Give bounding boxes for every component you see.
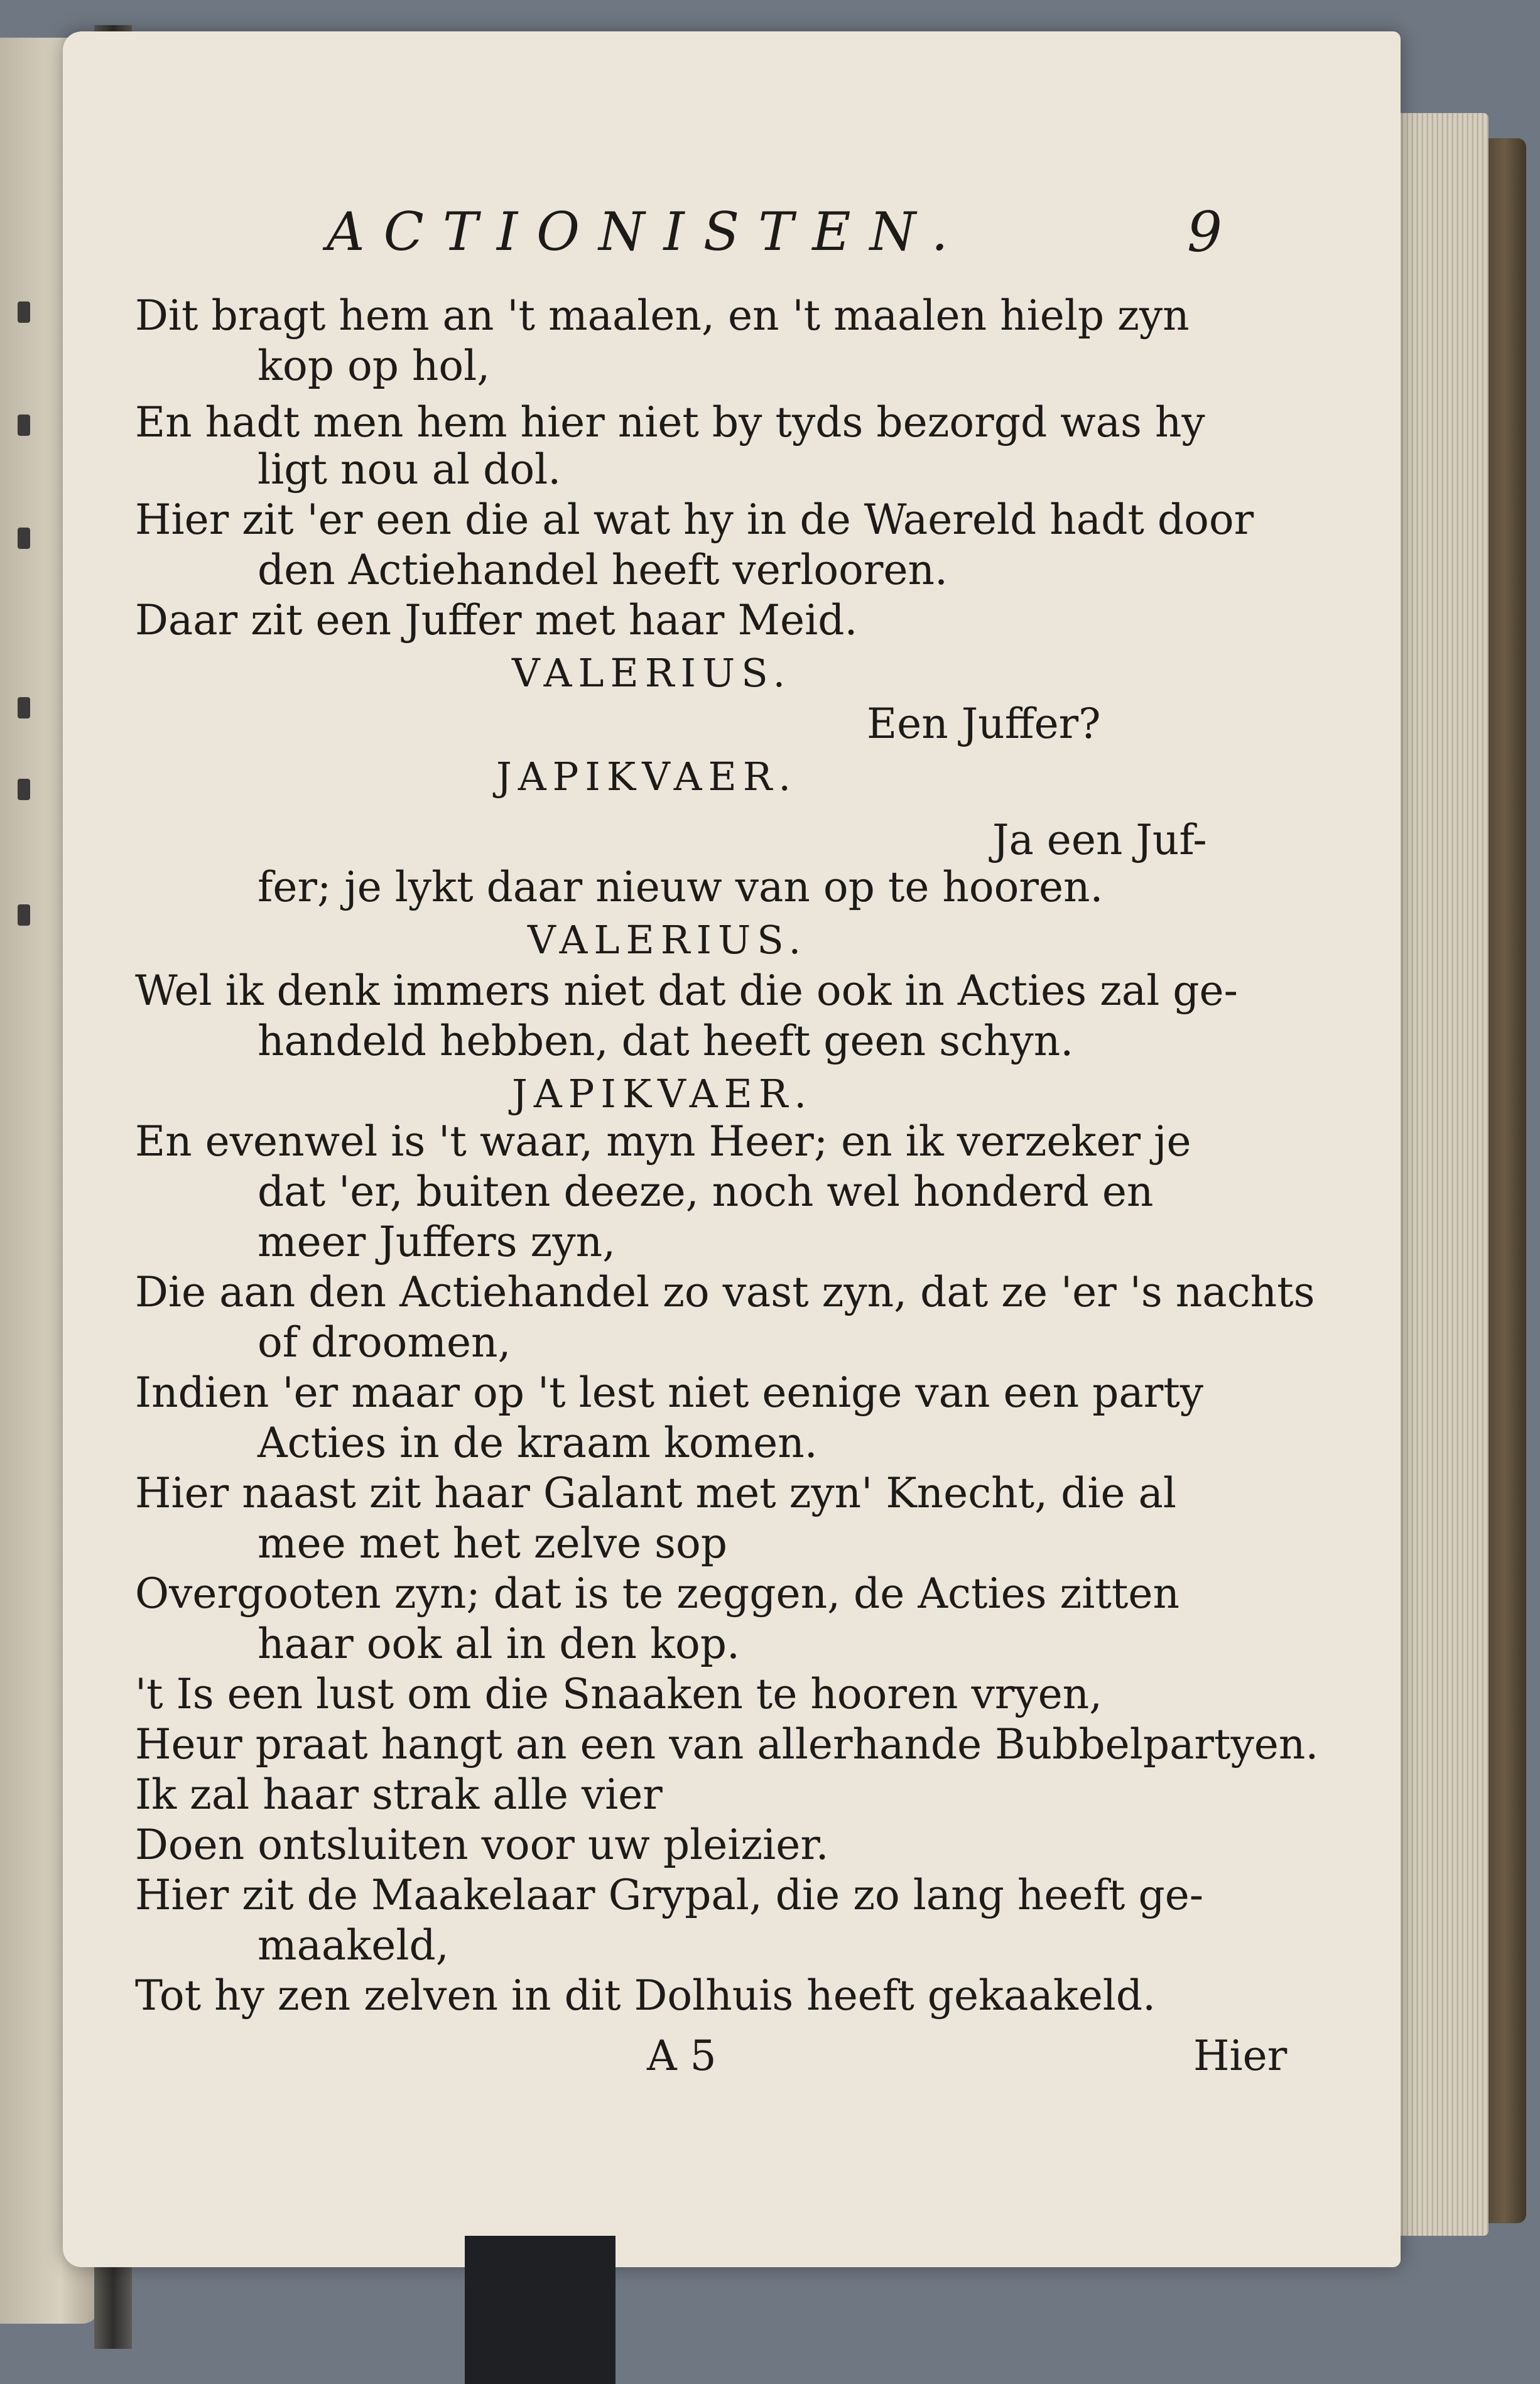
text-line: haar ook al in den kop.: [258, 1620, 740, 1668]
text-line: meer Juffers zyn,: [258, 1218, 616, 1266]
signature-mark: A 5: [647, 2032, 717, 2080]
speech-line: Ja een Juf-: [992, 816, 1207, 864]
speaker-name: VALERIUS.: [512, 650, 792, 696]
text-line: Hier zit de Maakelaar Grypal, die zo lang heeft ge-: [135, 1871, 1204, 1919]
margin-mark: [18, 904, 30, 926]
speech-line: handeld hebben, dat heeft geen schyn.: [258, 1017, 1074, 1065]
speech-line: Een Juffer?: [867, 700, 1101, 748]
text-line: ligt nou al dol.: [258, 445, 561, 494]
text-line: Doen ontsluiten voor uw pleizier.: [135, 1821, 829, 1869]
page-number: 9: [1187, 200, 1222, 264]
text-line: En hadt men hem hier niet by tyds bezorgd was hy: [135, 398, 1205, 447]
printed-page: [63, 31, 1401, 2267]
text-line: 't Is een lust om die Snaaken te hooren vryen,: [135, 1670, 1103, 1718]
text-line: Overgooten zyn; dat is te zeggen, de Acties zitten: [135, 1569, 1179, 1618]
margin-mark: [18, 414, 30, 436]
catchword: Hier: [1193, 2032, 1288, 2080]
text-line: Die aan den Actiehandel zo vast zyn, dat ze 'er 's nachts: [135, 1268, 1315, 1316]
speaker-name: JAPIKVAER.: [512, 1071, 813, 1117]
text-line: Indien 'er maar op 't lest niet eenige van een party: [135, 1368, 1204, 1417]
margin-mark: [18, 779, 30, 800]
text-line: kop op hol,: [258, 342, 491, 390]
running-head: ACTIONISTEN.: [327, 201, 967, 263]
margin-mark: [18, 697, 30, 718]
margin-mark: [18, 528, 30, 549]
margin-mark: [18, 301, 30, 323]
text-line: Acties in de kraam komen.: [258, 1419, 818, 1467]
text-line: of droomen,: [258, 1318, 511, 1367]
text-line: En evenwel is 't waar, myn Heer; en ik verzeker je: [135, 1117, 1191, 1166]
book-cover-edge: [1482, 138, 1526, 2223]
speaker-name: JAPIKVAER.: [496, 754, 798, 799]
text-line: Daar zit een Juffer met haar Meid.: [135, 596, 858, 644]
text-line: den Actiehandel heeft verlooren.: [258, 546, 948, 594]
speech-line: fer; je lykt daar nieuw van op te hooren.: [258, 863, 1103, 911]
text-line: mee met het zelve sop: [258, 1519, 728, 1568]
page-text: [63, 31, 1401, 2267]
text-line: Dit bragt hem an 't maalen, en 't maalen hielp zyn: [135, 291, 1190, 340]
speech-line: Wel ik denk immers niet dat die ook in Acties zal ge-: [135, 967, 1238, 1015]
text-line: Heur praat hangt an een van allerhande Bubbelpartyen.: [135, 1720, 1319, 1769]
page-edges: [1388, 113, 1488, 2236]
text-line: Tot hy zen zelven in dit Dolhuis heeft gekaakeld.: [135, 1971, 1156, 2020]
bookmark-strip: [465, 2236, 615, 2384]
text-line: maakeld,: [258, 1921, 449, 1970]
speaker-name: VALERIUS.: [528, 917, 808, 963]
text-line: Hier naast zit haar Galant met zyn' Knecht, die al: [135, 1469, 1176, 1517]
text-line: Ik zal haar strak alle vier: [135, 1770, 663, 1819]
text-line: dat 'er, buiten deeze, noch wel honderd en: [258, 1168, 1154, 1216]
text-line: Hier zit 'er een die al wat hy in de Waereld hadt door: [135, 496, 1254, 544]
